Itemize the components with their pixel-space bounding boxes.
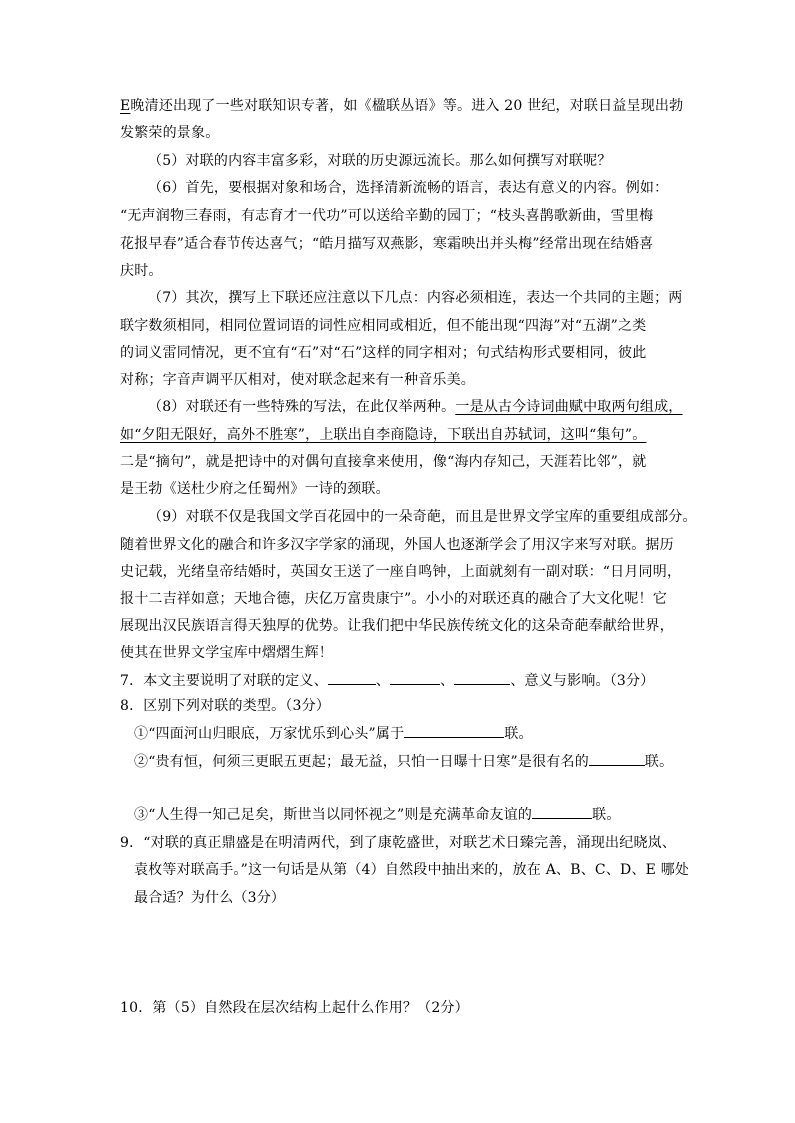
question-9-line-2: 袁枚等对联高手。”这一句话是从第（4）自然段中抽出来的，放在 A、B、C、D、E 哪处 (134, 862, 690, 878)
passage-p6-line-1: （6）首先，要根据对象和场合，选择清新流畅的语言，表达有意义的内容。例如： (148, 180, 669, 196)
passage-p9-line-3: 史记载，光绪皇帝结婚时，英国女王送了一座自鸣钟，上面就刻有一副对联：“日月同明， (120, 564, 682, 580)
question-7: 7．本文主要说明了对联的定义、 、 、 、意义与影响。（3分） (120, 670, 680, 691)
answer-blank[interactable] (532, 804, 592, 819)
passage-p7-line-4: 对称；字音声调平仄相对，使对联念起来有一种音乐美。 (120, 372, 475, 388)
passage-p5: （5）对联的内容丰富多彩，对联的历史源远流长。那么如何撰写对联呢？ (148, 153, 612, 169)
answer-blank[interactable] (589, 751, 645, 766)
passage-p6-line-3: 花报早春”适合春节传达喜气；“皓月描写双燕影，寒霜映出并头梅”经常出现在结婚喜 (120, 236, 654, 252)
passage-p8-line-1: （8）对联还有一些特殊的写法，在此仅举两种。一是从古今诗词曲赋中取两句组成， (148, 399, 683, 415)
position-marker-e: E (120, 98, 131, 114)
passage-p8-line-2 (120, 425, 680, 445)
passage-p8-line-3: 二是“摘句”，就是把诗中的对偶句直接拿来使用，像“海内存知己，天涯若比邻”，就 (120, 454, 647, 470)
passage-p9-line-2: 随着世界文化的融合和许多汉字学家的涌现，外国人也逐渐学会了用汉字来写对联。据历 (120, 537, 674, 553)
question-8-item-1: ①“四面河山归眼底，万家忧乐到心头”属于 联。 (134, 723, 680, 744)
underlined-sentence: 如“夕阳无限好，高外不胜寒”，上联出自李商隐诗，下联出自苏轼词，这叫“集句”。 (120, 427, 647, 443)
question-8-item-3: ③“人生得一知己足矣，斯世当以同怀视之”则是充满革命友谊的 联。 (134, 804, 680, 825)
answer-blank[interactable] (390, 670, 440, 685)
passage-p9-line-5: 展现出汉民族语言得天独厚的优势。让我们把中华民族传统文化的这朵奇葩奉献给世界， (120, 618, 674, 634)
passage-p7-line-1: （7）其次，撰写上下联还应注意以下几点：内容必须相连，表达一个共同的主题；两 (148, 290, 683, 306)
question-8-title: 8．区别下列对联的类型。（3分） (120, 698, 331, 714)
passage-p9-line-6: 使其在世界文学宝库中熠熠生辉！ (120, 645, 333, 661)
answer-blank[interactable] (454, 670, 510, 685)
passage-p4-line-2: 发繁荣的景象。 (120, 125, 220, 141)
underlined-sentence: 一是从古今诗词曲赋中取两句组成， (455, 399, 683, 415)
question-8-item-2: ②“贵有恒，何须三更眠五更起；最无益，只怕一日曝十日寒”是很有名的 联。 (134, 751, 680, 772)
answer-blank[interactable] (404, 723, 504, 738)
question-9-line-3: 最合适？为什么（3分） (134, 890, 286, 906)
passage-p7-line-2: 联字数须相同，相同位置词语的词性应相同或相近，但不能出现“四海”对“五湖”之类 (120, 318, 647, 334)
passage-p8-line-4: 是王勃《送杜少府之任蜀州》一诗的颈联。 (120, 481, 390, 497)
question-9-line-1: 9．“对联的真正鼎盛是在明清两代，到了康乾盛世，对联艺术日臻完善，涌现出纪晓岚、 (120, 835, 677, 851)
passage-p6-line-2: “无声润物三春雨，有志育才一代功”可以送给辛勤的园丁；“枝头喜鹊歌新曲，雪里梅 (120, 208, 654, 224)
passage-p6-line-4: 庆时。 (120, 263, 163, 279)
question-10: 10．第（5）自然段在层次结构上起什么作用？（2分） (120, 1000, 469, 1016)
passage-p9-line-4: 报十二吉祥如意；天地合德，庆亿万富贵康宁”。小小的对联还真的融合了大文化呢！它 (120, 591, 667, 607)
passage-p4-line-1: E晚清还出现了一些对联知识专著，如《楹联丛语》等。进入 20 世纪，对联日益呈现出勃 (120, 98, 684, 114)
passage-p9-line-1: （9）对联不仅是我国文学百花园中的一朵奇葩，而且是世界文学宝库的重要组成部分。 (148, 509, 697, 525)
passage-p7-line-3: 的词义雷同情况，更不宜有“石”对“石”这样的同字相对；句式结构形式要相同，彼此 (120, 345, 647, 361)
answer-blank[interactable] (328, 670, 376, 685)
